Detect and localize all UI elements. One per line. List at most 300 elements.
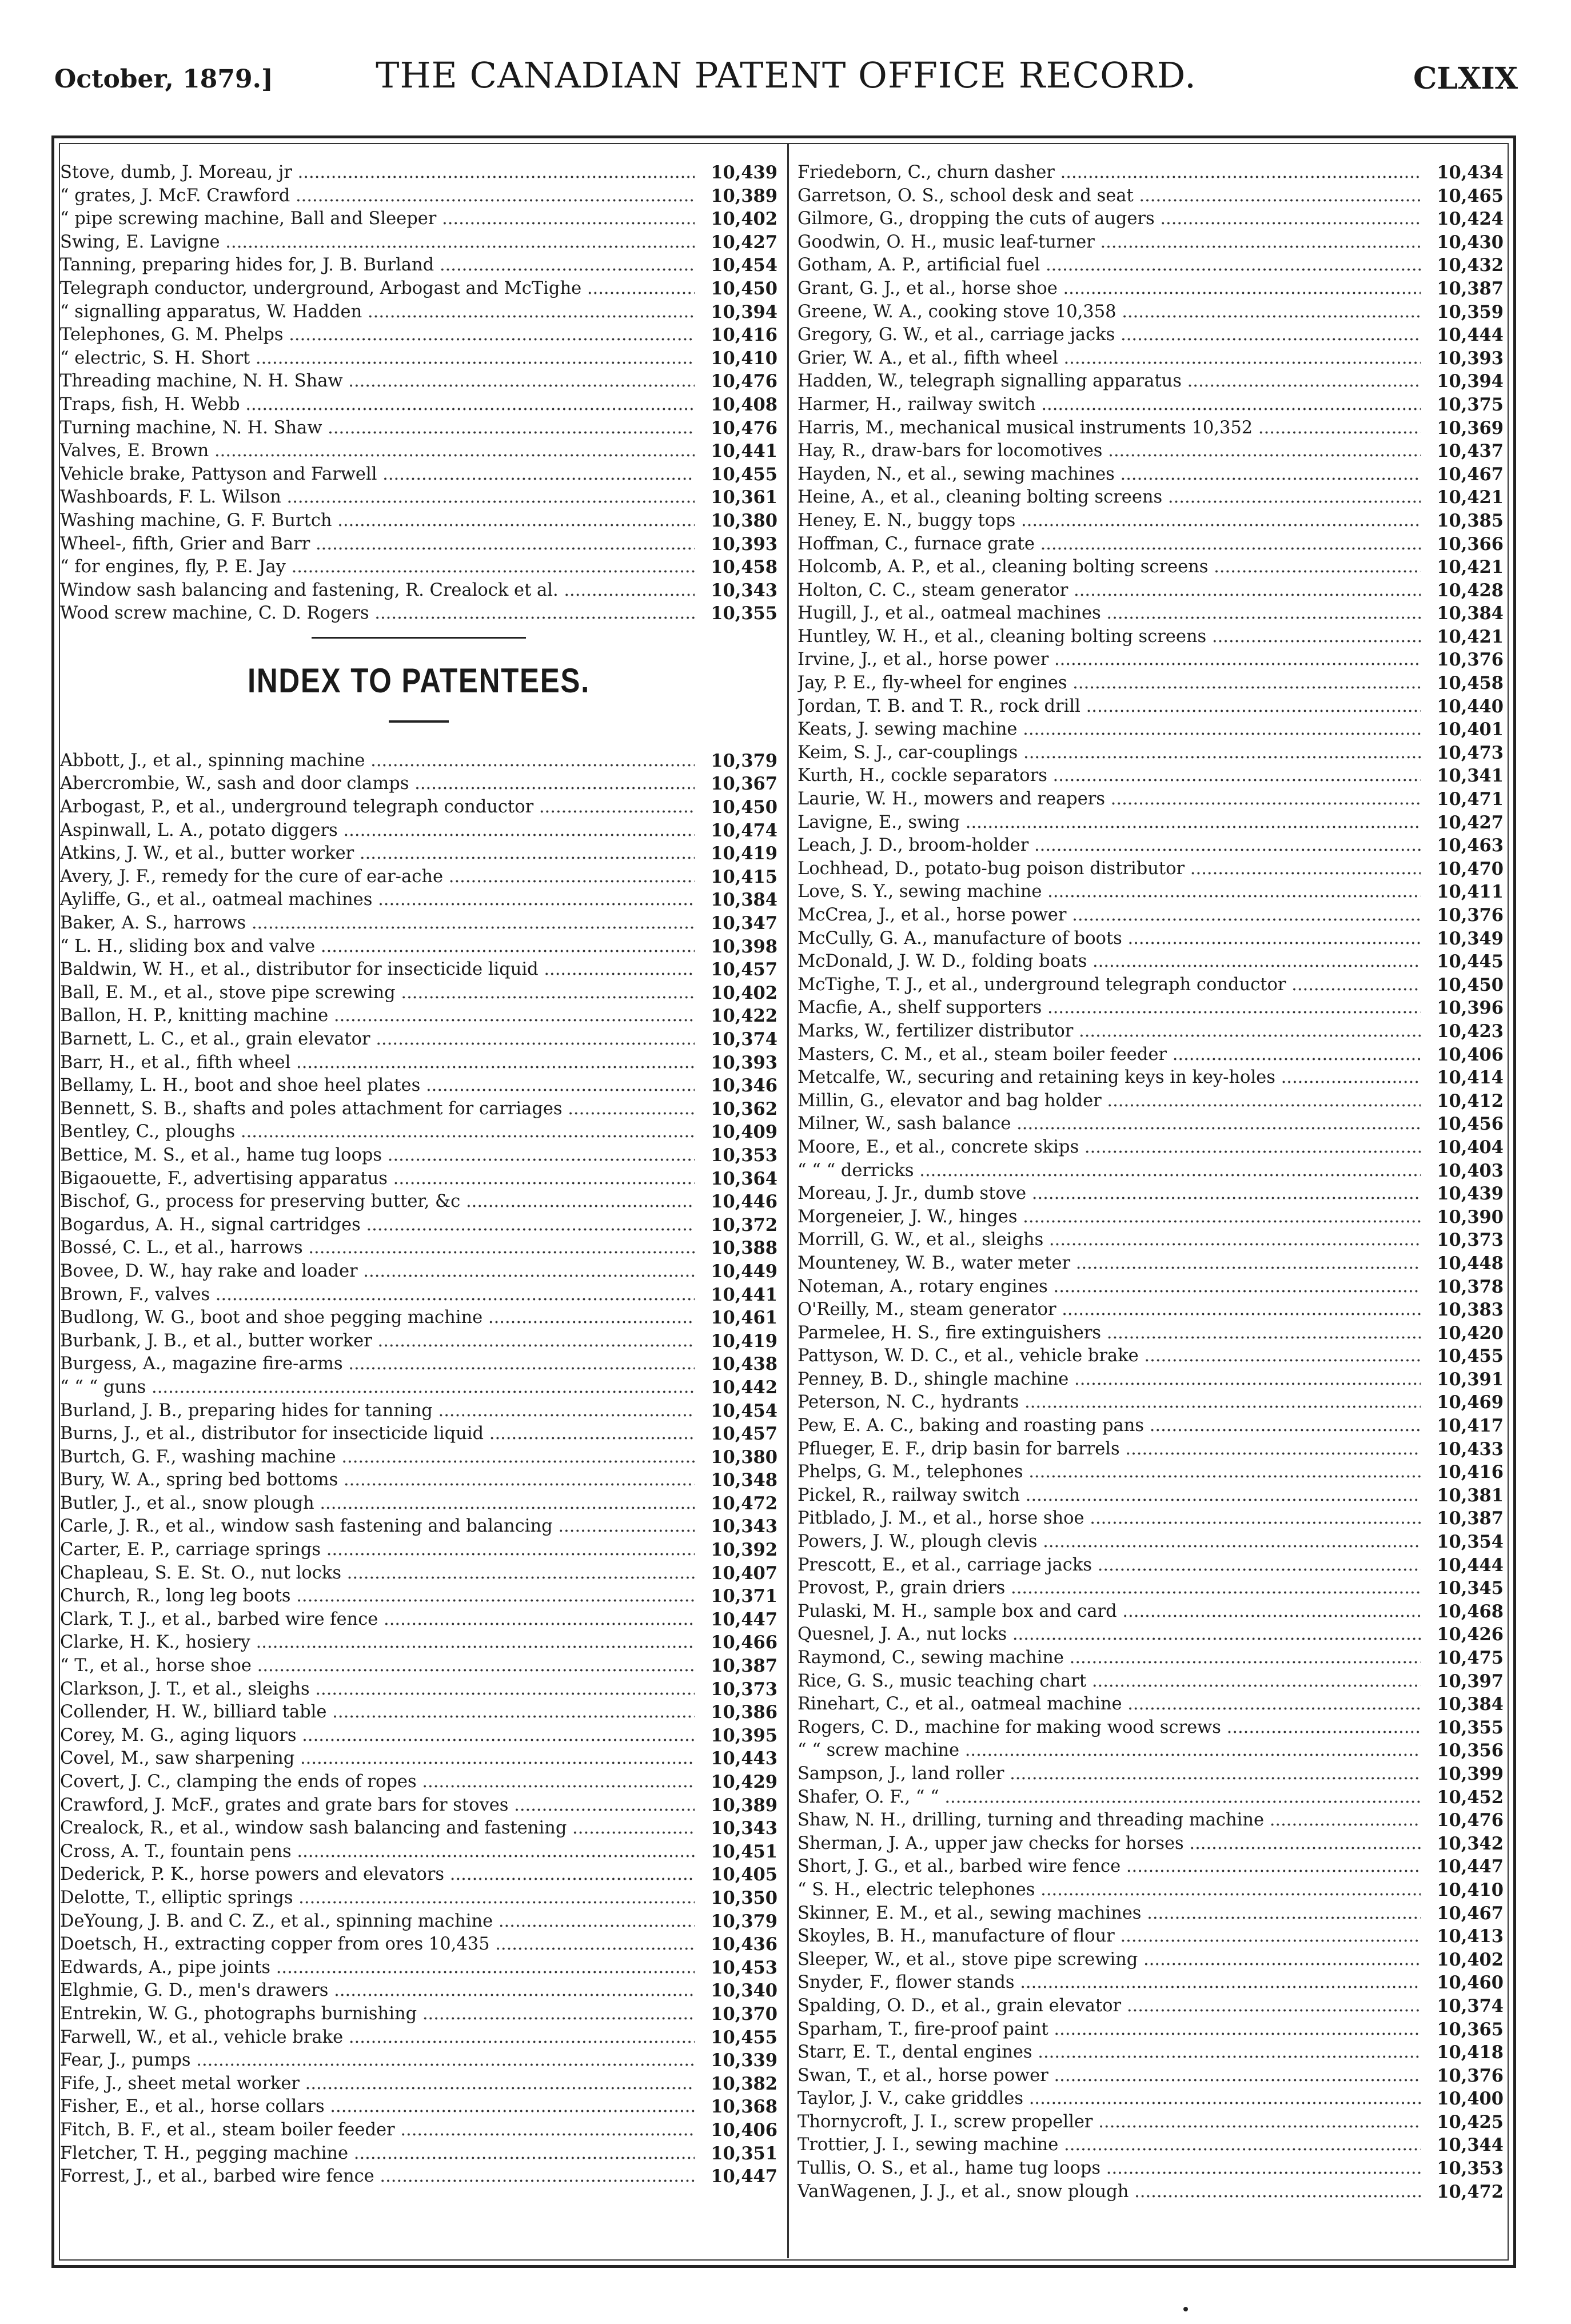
- index-entry: [798, 1855, 1504, 1879]
- patent-number: 10,457: [697, 1422, 777, 1446]
- patent-number: 10,396: [1424, 996, 1504, 1020]
- index-entry: [60, 1330, 777, 1353]
- patent-number: 10,387: [697, 1655, 777, 1678]
- entry-text: Bennett, S. B., shafts and poles attachment for carriages .....: [60, 1098, 695, 1121]
- entry-text: Threading machine, N. H. Shaw .....: [60, 370, 695, 393]
- entry-text: Shaw, N. H., drilling, turning and threading machine .....: [798, 1809, 1421, 1832]
- index-entry: [60, 1051, 777, 1075]
- patent-number: 10,460: [1424, 1971, 1504, 1995]
- index-entry: [60, 2165, 777, 2189]
- index-entry: [60, 509, 777, 533]
- patent-number: 10,450: [697, 796, 777, 819]
- entry-text: Parmelee, H. S., fire extinguishers .....: [798, 1322, 1421, 1345]
- patent-number: 10,426: [1424, 1623, 1504, 1647]
- index-entry: [798, 533, 1504, 556]
- index-entry: [60, 1538, 777, 1562]
- entry-text: Moreau, J. Jr., dumb stove .....: [798, 1182, 1421, 1206]
- index-entry: [60, 1353, 777, 1376]
- index-entry: [60, 750, 777, 773]
- patent-number: 10,412: [1424, 1090, 1504, 1113]
- entry-text: Metcalfe, W., securing and retaining keys in key-holes .....: [798, 1066, 1421, 1090]
- index-entry: [60, 579, 777, 603]
- entry-text: Delotte, T., elliptic springs .....: [60, 1887, 695, 1910]
- entry-text: Raymond, C., sewing machine .....: [798, 1647, 1421, 1670]
- patent-number: 10,389: [697, 185, 777, 208]
- index-entry: [798, 1322, 1504, 1345]
- index-entry: [60, 370, 777, 393]
- index-entry: [798, 417, 1504, 440]
- patent-number: 10,402: [697, 208, 777, 231]
- entry-text: Harris, M., mechanical musical instruments 10,352 .....: [798, 417, 1421, 440]
- patent-number: 10,450: [697, 277, 777, 301]
- entry-text: Ball, E. M., et al., stove pipe screwing .....: [60, 982, 695, 1005]
- patent-number: 10,458: [1424, 672, 1504, 695]
- index-entry: [798, 2181, 1504, 2204]
- entry-text: Huntley, W. H., et al., cleaning bolting screens .....: [798, 625, 1421, 649]
- index-entry: [60, 1260, 777, 1283]
- index-entry: [798, 1693, 1504, 1716]
- patent-number: 10,442: [697, 1376, 777, 1400]
- entry-text: Covert, J. C., clamping the ends of ropes .....: [60, 1771, 695, 1794]
- index-entry: [798, 974, 1504, 997]
- patent-number: 10,441: [697, 440, 777, 463]
- index-entry: [798, 834, 1504, 858]
- patent-number: 10,394: [697, 301, 777, 324]
- entry-text: Washing machine, G. F. Burtch .....: [60, 509, 695, 533]
- index-entry: [798, 1298, 1504, 1322]
- entry-text: Elghmie, G. D., men's drawers .....: [60, 1979, 695, 2003]
- entry-text: Farwell, W., et al., vehicle brake .....: [60, 2026, 695, 2050]
- index-entry: [798, 2111, 1504, 2134]
- index-entry: [60, 1701, 777, 1724]
- entry-text: Bury, W. A., spring bed bottoms .....: [60, 1469, 695, 1492]
- entry-text: Edwards, A., pipe joints .....: [60, 1956, 695, 1980]
- patent-number: 10,444: [1424, 324, 1504, 347]
- entry-text: Laurie, W. H., mowers and reapers .....: [798, 788, 1421, 811]
- index-entry: [60, 1376, 777, 1400]
- patentee-index-entries-continued: [798, 161, 1504, 2203]
- patent-number: 10,438: [697, 1353, 777, 1376]
- entry-text: Provost, P., grain driers .....: [798, 1577, 1421, 1600]
- patent-number: 10,370: [697, 2003, 777, 2026]
- patent-number: 10,416: [1424, 1461, 1504, 1484]
- patent-number: 10,470: [1424, 858, 1504, 881]
- entry-text: Morgeneier, J. W., hinges .....: [798, 1206, 1421, 1229]
- patent-number: 10,406: [1424, 1043, 1504, 1067]
- index-entry: [798, 1438, 1504, 1461]
- entry-text: Pickel, R., railway switch .....: [798, 1484, 1421, 1508]
- index-entry: [60, 277, 777, 301]
- index-entry: [60, 602, 777, 625]
- index-entry: [798, 2087, 1504, 2111]
- entry-text: Fletcher, T. H., pegging machine .....: [60, 2142, 695, 2166]
- index-entry: [60, 866, 777, 889]
- patent-number: 10,365: [1424, 2018, 1504, 2042]
- entry-text: Clarkson, J. T., et al., sleighs .....: [60, 1678, 695, 1701]
- index-entry: [60, 935, 777, 959]
- index-entry: [798, 858, 1504, 881]
- patentee-index-entries: [60, 750, 777, 2189]
- entry-text: Jay, P. E., fly-wheel for engines .....: [798, 672, 1421, 695]
- patent-number: 10,401: [1424, 718, 1504, 742]
- patent-number: 10,380: [697, 509, 777, 533]
- entry-text: Spalding, O. D., et al., grain elevator .....: [798, 1995, 1421, 2018]
- entry-text: Masters, C. M., et al., steam boiler feeder .....: [798, 1043, 1421, 1067]
- entry-text: Atkins, J. W., et al., butter worker .....: [60, 842, 695, 866]
- index-entry: [60, 417, 777, 440]
- index-entry: [798, 1507, 1504, 1530]
- index-entry: [60, 231, 777, 254]
- entry-text: Jordan, T. B. and T. R., rock drill .....: [798, 695, 1421, 719]
- patent-number: 10,403: [1424, 1159, 1504, 1183]
- index-entry: [60, 556, 777, 579]
- entry-text: Butler, J., et al., snow plough .....: [60, 1492, 695, 1516]
- entry-text: Telephones, G. M. Phelps .....: [60, 324, 695, 347]
- index-entry: [798, 1716, 1504, 1740]
- index-entry: [798, 486, 1504, 509]
- entry-text: Bossé, C. L., et al., harrows .....: [60, 1237, 695, 1260]
- entry-text: Budlong, W. G., boot and shoe pegging machine .....: [60, 1306, 695, 1330]
- index-entry: [60, 1747, 777, 1771]
- issue-date: October, 1879.]: [54, 65, 273, 94]
- index-entry: [60, 888, 777, 912]
- patent-number: 10,402: [697, 982, 777, 1005]
- entry-text: Noteman, A., rotary engines .....: [798, 1275, 1421, 1299]
- patent-number: 10,391: [1424, 1368, 1504, 1392]
- patent-number: 10,372: [697, 1214, 777, 1237]
- index-entry: [798, 347, 1504, 370]
- underline-rule: [389, 720, 449, 723]
- index-entry: [60, 1840, 777, 1864]
- index-entry: [798, 1925, 1504, 1948]
- entry-text: Rogers, C. D., machine for making wood screws .....: [798, 1716, 1421, 1740]
- index-entry: [60, 1190, 777, 1214]
- entry-text: Fife, J., sheet metal worker .....: [60, 2072, 695, 2096]
- patent-number: 10,359: [1424, 301, 1504, 324]
- entry-text: Irvine, J., et al., horse power .....: [798, 648, 1421, 672]
- index-entry: [60, 1933, 777, 1956]
- entry-text: Traps, fish, H. Webb .....: [60, 393, 695, 417]
- entry-text: “ for engines, fly, P. E. Jay .....: [60, 556, 695, 579]
- entry-text: “ T., et al., horse shoe .....: [60, 1655, 695, 1678]
- entry-text: Macfie, A., shelf supporters .....: [798, 996, 1421, 1020]
- entry-text: Stove, dumb, J. Moreau, jr .....: [60, 161, 695, 185]
- index-entry: [60, 2095, 777, 2119]
- entry-text: Telegraph conductor, underground, Arbogast and McTighe .....: [60, 277, 695, 301]
- patent-number: 10,450: [1424, 974, 1504, 997]
- index-entry: [60, 1794, 777, 1817]
- index-entry: [60, 185, 777, 208]
- entry-text: Goodwin, O. H., music leaf-turner .....: [798, 231, 1421, 254]
- index-entry: [798, 370, 1504, 393]
- patent-number: 10,425: [1424, 2111, 1504, 2134]
- patent-number: 10,342: [1424, 1832, 1504, 1856]
- entry-text: Grier, W. A., et al., fifth wheel .....: [798, 347, 1421, 370]
- patent-number: 10,471: [1424, 788, 1504, 811]
- patent-number: 10,376: [1424, 648, 1504, 672]
- patent-number: 10,355: [697, 602, 777, 625]
- patent-number: 10,387: [1424, 1507, 1504, 1530]
- entry-text: Fisher, E., et al., horse collars .....: [60, 2095, 695, 2119]
- index-entry: [798, 1971, 1504, 1995]
- entry-text: Mounteney, W. B., water meter .....: [798, 1252, 1421, 1275]
- patent-number: 10,417: [1424, 1414, 1504, 1438]
- patent-number: 10,367: [697, 772, 777, 796]
- patent-number: 10,390: [1424, 1206, 1504, 1229]
- patent-number: 10,354: [1424, 1530, 1504, 1554]
- index-entry: [60, 347, 777, 370]
- patent-number: 10,433: [1424, 1438, 1504, 1461]
- patent-number: 10,374: [697, 1028, 777, 1051]
- entry-text: McTighe, T. J., et al., underground telegraph conductor .....: [798, 974, 1421, 997]
- entry-text: Clarke, H. K., hosiery .....: [60, 1631, 695, 1655]
- entry-text: Keats, J. sewing machine .....: [798, 718, 1421, 742]
- entry-text: Swan, T., et al., horse power .....: [798, 2064, 1421, 2088]
- patent-number: 10,353: [697, 1144, 777, 1167]
- right-column: [798, 161, 1504, 2203]
- patent-number: 10,434: [1424, 161, 1504, 185]
- patent-number: 10,356: [1424, 1739, 1504, 1763]
- patent-number: 10,421: [1424, 556, 1504, 579]
- index-entry: [60, 1817, 777, 1840]
- entry-text: Sampson, J., land roller .....: [798, 1763, 1421, 1786]
- index-entry: [60, 1469, 777, 1492]
- entry-text: Wheel-, fifth, Grier and Barr .....: [60, 533, 695, 556]
- index-entry: [60, 1167, 777, 1191]
- index-entry: [798, 1229, 1504, 1252]
- entry-text: Abercrombie, W., sash and door clamps .....: [60, 772, 695, 796]
- index-entry: [798, 1948, 1504, 1972]
- entry-text: Gotham, A. P., artificial fuel .....: [798, 254, 1421, 277]
- index-entry: [798, 1902, 1504, 1926]
- entry-text: Church, R., long leg boots .....: [60, 1585, 695, 1608]
- entry-text: Wood screw machine, C. D. Rogers .....: [60, 602, 695, 625]
- index-entry: [798, 1763, 1504, 1786]
- index-entry: [60, 1446, 777, 1469]
- patent-number: 10,467: [1424, 463, 1504, 487]
- patent-number: 10,388: [697, 1237, 777, 1260]
- patent-number: 10,455: [697, 2026, 777, 2050]
- patent-number: 10,446: [697, 1190, 777, 1214]
- index-entry: [60, 1678, 777, 1701]
- entry-text: DeYoung, J. B. and C. Z., et al., spinning machine .....: [60, 1910, 695, 1934]
- index-entry: [798, 2064, 1504, 2088]
- patent-number: 10,456: [1424, 1113, 1504, 1136]
- index-entry: [798, 648, 1504, 672]
- index-entry: [798, 254, 1504, 277]
- entry-text: Vehicle brake, Pattyson and Farwell .....: [60, 463, 695, 487]
- index-entry: [60, 1631, 777, 1655]
- page-header: [54, 54, 1518, 106]
- entry-text: “ L. H., sliding box and valve .....: [60, 935, 695, 959]
- entry-text: “ pipe screwing machine, Ball and Sleeper .....: [60, 208, 695, 231]
- index-entry: [798, 185, 1504, 208]
- patent-number: 10,414: [1424, 1066, 1504, 1090]
- patent-number: 10,404: [1424, 1136, 1504, 1159]
- publication-title: THE CANADIAN PATENT OFFICE RECORD.: [376, 54, 1197, 96]
- patent-number: 10,343: [697, 1817, 777, 1840]
- patent-number: 10,439: [1424, 1182, 1504, 1206]
- entry-text: Starr, E. T., dental engines .....: [798, 2041, 1421, 2064]
- entry-text: Skoyles, B. H., manufacture of flour .....: [798, 1925, 1421, 1948]
- index-entry: [60, 912, 777, 935]
- entry-text: Burtch, G. F., washing machine .....: [60, 1446, 695, 1469]
- entry-text: Fear, J., pumps .....: [60, 2049, 695, 2072]
- index-entry: [60, 324, 777, 347]
- index-entry: [798, 1391, 1504, 1414]
- patent-number: 10,445: [1424, 950, 1504, 974]
- index-entry: [798, 695, 1504, 719]
- index-entry: [60, 1979, 777, 2003]
- entry-text: Turning machine, N. H. Shaw .....: [60, 417, 695, 440]
- index-entry: [798, 880, 1504, 904]
- patent-number: 10,447: [697, 1608, 777, 1632]
- index-entry: [798, 1136, 1504, 1159]
- patent-number: 10,393: [697, 533, 777, 556]
- entry-text: Crealock, R., et al., window sash balancing and fastening .....: [60, 1817, 695, 1840]
- index-entry: [60, 2119, 777, 2142]
- patent-number: 10,455: [1424, 1345, 1504, 1368]
- patent-number: 10,341: [1424, 764, 1504, 788]
- entry-text: Washboards, F. L. Wilson .....: [60, 486, 695, 509]
- index-entry: [798, 1252, 1504, 1275]
- index-entry: [798, 927, 1504, 951]
- index-entry: [60, 982, 777, 1005]
- patent-number: 10,418: [1424, 2041, 1504, 2064]
- index-entry: [798, 602, 1504, 625]
- entry-text: Carle, J. R., et al., window sash fastening and balancing .....: [60, 1515, 695, 1538]
- column-divider: [787, 143, 789, 2258]
- patent-number: 10,361: [697, 486, 777, 509]
- patent-number: 10,454: [697, 254, 777, 277]
- patent-number: 10,349: [1424, 927, 1504, 951]
- patent-number: 10,411: [1424, 880, 1504, 904]
- patent-number: 10,427: [697, 231, 777, 254]
- patent-number: 10,399: [1424, 1763, 1504, 1786]
- patent-number: 10,393: [697, 1051, 777, 1075]
- entry-text: Pulaski, M. H., sample box and card .....: [798, 1600, 1421, 1624]
- patent-number: 10,447: [1424, 1855, 1504, 1879]
- index-entry: [60, 301, 777, 324]
- patent-number: 10,428: [1424, 579, 1504, 603]
- index-entry: [798, 904, 1504, 927]
- entry-text: Heney, E. N., buggy tops .....: [798, 509, 1421, 533]
- index-entry: [798, 393, 1504, 417]
- index-entry: [798, 1066, 1504, 1090]
- patent-number: 10,369: [1424, 417, 1504, 440]
- entry-text: Prescott, E., et al., carriage jacks .....: [798, 1554, 1421, 1577]
- patent-number: 10,351: [697, 2142, 777, 2166]
- entry-text: McDonald, J. W. D., folding boats .....: [798, 950, 1421, 974]
- index-entry: [798, 1206, 1504, 1229]
- patent-number: 10,384: [697, 888, 777, 912]
- patent-number: 10,451: [697, 1840, 777, 1864]
- entry-text: Chapleau, S. E. St. O., nut locks .....: [60, 1562, 695, 1585]
- patent-number: 10,443: [697, 1747, 777, 1771]
- entry-text: Swing, E. Lavigne .....: [60, 231, 695, 254]
- entry-text: Bogardus, A. H., signal cartridges .....: [60, 1214, 695, 1237]
- entry-text: Barr, H., et al., fifth wheel .....: [60, 1051, 695, 1075]
- index-entry: [60, 533, 777, 556]
- entry-text: Dederick, P. K., horse powers and elevators .....: [60, 1863, 695, 1887]
- patent-number: 10,353: [1424, 2157, 1504, 2181]
- index-entry: [798, 742, 1504, 765]
- entry-text: Burland, J. B., preparing hides for tanning .....: [60, 1400, 695, 1423]
- heading-underline: [60, 712, 777, 750]
- entry-text: Snyder, F., flower stands .....: [798, 1971, 1421, 1995]
- index-entry: [60, 1515, 777, 1538]
- index-entry: [798, 509, 1504, 533]
- entry-text: Covel, M., saw sharpening .....: [60, 1747, 695, 1771]
- index-entry: [798, 625, 1504, 649]
- entry-text: Valves, E. Brown .....: [60, 440, 695, 463]
- patent-number: 10,362: [697, 1098, 777, 1121]
- patent-number: 10,419: [697, 1330, 777, 1353]
- patent-number: 10,373: [697, 1678, 777, 1701]
- patent-number: 10,355: [1424, 1716, 1504, 1740]
- index-entry: [798, 1577, 1504, 1600]
- entry-text: Sleeper, W., et al., stove pipe screwing .....: [798, 1948, 1421, 1972]
- patent-number: 10,393: [1424, 347, 1504, 370]
- patent-number: 10,441: [697, 1283, 777, 1307]
- index-entry: [60, 842, 777, 866]
- index-entry: [798, 1113, 1504, 1136]
- entry-text: Kurth, H., cockle separators .....: [798, 764, 1421, 788]
- index-entry: [60, 1771, 777, 1794]
- entry-text: Love, S. Y., sewing machine .....: [798, 880, 1421, 904]
- index-entry: [798, 1484, 1504, 1508]
- entry-text: Abbott, J., et al., spinning machine .....: [60, 750, 695, 773]
- patent-number: 10,421: [1424, 486, 1504, 509]
- index-entry: [60, 2026, 777, 2050]
- index-entry: [60, 208, 777, 231]
- entry-text: Sparham, T., fire-proof paint .....: [798, 2018, 1421, 2042]
- entry-text: O'Reilly, M., steam generator .....: [798, 1298, 1421, 1322]
- index-entry: [60, 1422, 777, 1446]
- patent-number: 10,368: [697, 2095, 777, 2119]
- entry-text: Quesnel, J. A., nut locks .....: [798, 1623, 1421, 1647]
- index-entry: [798, 1043, 1504, 1067]
- index-entry: [798, 1600, 1504, 1624]
- index-entry: [60, 1492, 777, 1516]
- patent-number: 10,474: [697, 819, 777, 843]
- index-entry: [798, 2157, 1504, 2181]
- entry-text: Pattyson, W. D. C., et al., vehicle brake .....: [798, 1345, 1421, 1368]
- patent-number: 10,378: [1424, 1275, 1504, 1299]
- entry-text: Doetsch, H., extracting copper from ores 10,435 .....: [60, 1933, 695, 1956]
- patent-number: 10,348: [697, 1469, 777, 1492]
- entry-text: Milner, W., sash balance .....: [798, 1113, 1421, 1136]
- patent-number: 10,468: [1424, 1600, 1504, 1624]
- patent-number: 10,427: [1424, 811, 1504, 835]
- index-entry: [798, 231, 1504, 254]
- entry-text: “ signalling apparatus, W. Hadden .....: [60, 301, 695, 324]
- patent-number: 10,461: [697, 1306, 777, 1330]
- patent-number: 10,473: [1424, 742, 1504, 765]
- index-entry: [60, 161, 777, 185]
- index-entry: [60, 1585, 777, 1608]
- patent-number: 10,476: [1424, 1809, 1504, 1832]
- entry-text: “ electric, S. H. Short .....: [60, 347, 695, 370]
- patent-number: 10,410: [1424, 1879, 1504, 1902]
- entry-text: “ grates, J. McF. Crawford .....: [60, 185, 695, 208]
- patent-number: 10,375: [1424, 393, 1504, 417]
- patent-number: 10,379: [697, 1910, 777, 1934]
- entry-text: Bischof, G., process for preserving butter, &c .....: [60, 1190, 695, 1214]
- entry-text: “ S. H., electric telephones .....: [798, 1879, 1421, 1902]
- entry-text: Corey, M. G., aging liquors .....: [60, 1724, 695, 1748]
- index-entry: [60, 1028, 777, 1051]
